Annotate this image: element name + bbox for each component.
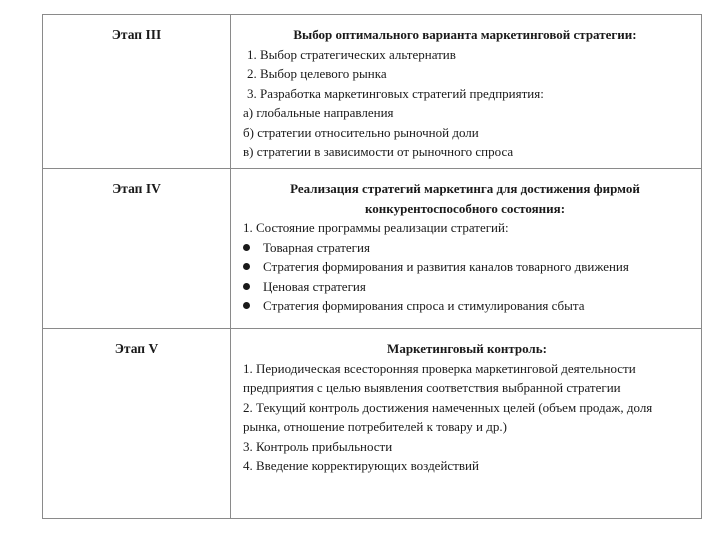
- list-item: 1. Состояние программы реализации стратегий:: [243, 220, 509, 235]
- table-row-stage-5: [43, 329, 701, 519]
- column-divider: [230, 329, 231, 519]
- stage-label: Этап III: [111, 27, 162, 42]
- bullet-text: Товарная стратегия: [263, 239, 370, 255]
- stage-content: [239, 179, 691, 316]
- bullet-icon: [243, 283, 250, 290]
- stage-heading: Маркетинговый контроль:: [387, 341, 547, 356]
- stage-heading: Выбор оптимального варианта маркетинговой стратегии:: [293, 27, 637, 42]
- bullet-text: Стратегия формирования спроса и стимулирования сбыта: [263, 298, 585, 313]
- bullet-icon: [243, 302, 250, 309]
- stage-label: Этап IV: [112, 181, 161, 196]
- bullet-text: Стратегия формирования и развития каналов товарного движения: [263, 259, 629, 274]
- table-row-stage-4: [43, 169, 701, 329]
- bullet-text: Ценовая стратегия: [263, 278, 366, 294]
- column-divider: [230, 15, 231, 168]
- list-item: 3. Контроль прибыльности: [243, 438, 393, 454]
- list-item: 3. Разработка маркетинговых стратегий предприятия:: [247, 85, 544, 101]
- marketing-stages-table: [42, 14, 702, 519]
- list-item: в) стратегии в зависимости от рыночного спроса: [243, 144, 514, 159]
- list-item: 1. Периодическая всесторонняя проверка маркетинговой деятельности предприятия с целью выявления соответствия выбранной стратегии: [243, 360, 636, 395]
- bullet-item: [239, 277, 691, 297]
- list-item: 1. Выбор стратегических альтернатив: [247, 46, 456, 62]
- bullet-icon: [243, 244, 250, 251]
- list-item: 4. Введение корректирующих воздействий: [243, 458, 479, 473]
- bullet-item: [239, 296, 691, 316]
- stage-content: [239, 25, 691, 162]
- list-item: б) стратегии относительно рыночной доли: [243, 124, 479, 140]
- stage-label: Этап V: [114, 341, 159, 356]
- bullet-item: [239, 238, 691, 258]
- list-item: 2. Текущий контроль достижения намеченных целей (объем продаж, доля рынка, отношение потребителей к товару и др.): [243, 399, 653, 434]
- list-item: а) глобальные направления: [243, 105, 394, 120]
- table-row-stage-3: [43, 15, 701, 169]
- list-item: 2. Выбор целевого рынка: [247, 66, 387, 81]
- bullet-icon: [243, 263, 250, 270]
- stage-content: [243, 339, 691, 476]
- bullet-item: [239, 257, 691, 277]
- stage-heading: Реализация стратегий маркетинга для достижения фирмой конкурентоспособного состояния:: [290, 181, 640, 216]
- column-divider: [230, 169, 231, 328]
